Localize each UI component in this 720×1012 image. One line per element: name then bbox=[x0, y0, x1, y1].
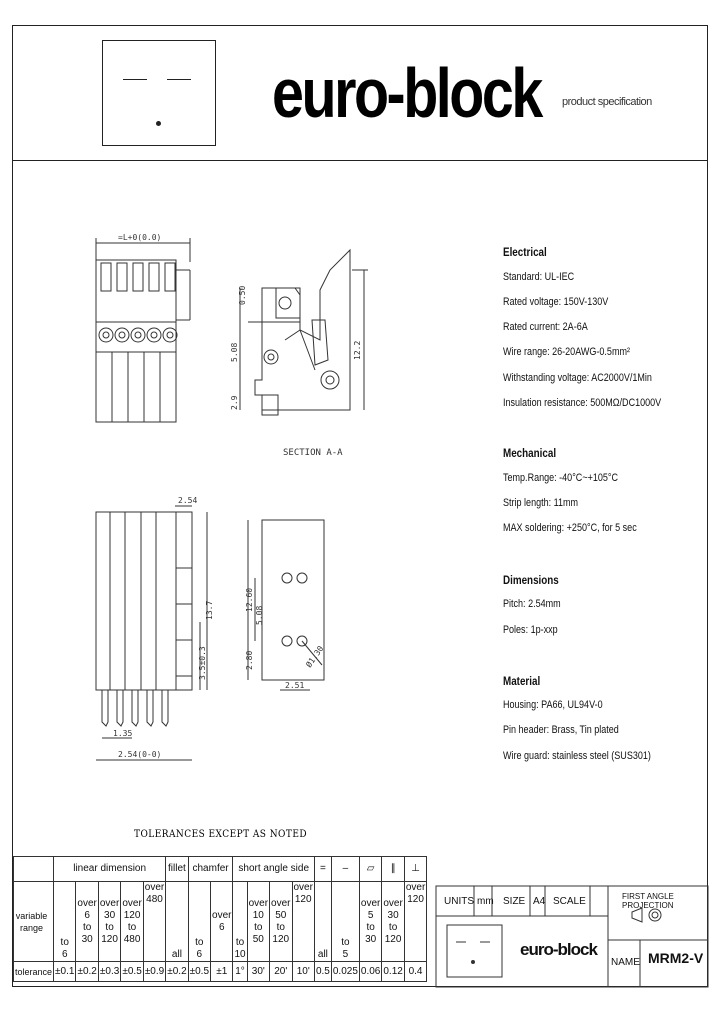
range-text: to bbox=[276, 921, 285, 933]
section-label: SECTION A-A bbox=[283, 448, 343, 458]
mechanical-title: Mechanical bbox=[503, 446, 557, 460]
dim-29: 2.9 bbox=[230, 395, 239, 410]
tol-value: 10' bbox=[292, 962, 314, 982]
tol-value: 0.025 bbox=[331, 962, 359, 982]
tol-row-label: tolerance bbox=[14, 962, 54, 982]
dim-122: 12.2 bbox=[353, 340, 362, 360]
range-text: over bbox=[122, 897, 142, 909]
front-view bbox=[96, 496, 214, 760]
tol-value: 0.06 bbox=[359, 962, 381, 982]
dim-1260: 12.60 bbox=[245, 587, 254, 612]
dim-35: 3.5±0.3 bbox=[198, 646, 207, 680]
range-text: over bbox=[383, 897, 403, 909]
range-text: 120 bbox=[101, 933, 118, 945]
tol-linear-header: linear dimension bbox=[54, 857, 166, 882]
spec-line: Standard: UL-IEC bbox=[503, 271, 575, 283]
brand-title: euro-block bbox=[272, 54, 541, 132]
tol-row-label: range bbox=[20, 922, 44, 933]
range-text: 30 bbox=[387, 909, 399, 921]
range-text: 6 bbox=[84, 909, 90, 921]
dim-280: 2.80 bbox=[245, 650, 254, 670]
range-text: to bbox=[82, 921, 92, 933]
range-text: 5 bbox=[342, 949, 349, 960]
spec-line: Withstanding voltage: AC2000V/1Min bbox=[503, 372, 652, 384]
dim-135: 1.35 bbox=[113, 729, 133, 738]
tol-value: 0.12 bbox=[382, 962, 404, 982]
tol-symbol: = bbox=[314, 857, 331, 882]
range-text: to bbox=[366, 921, 375, 933]
range-text: 30 bbox=[104, 909, 116, 921]
scale-label: SCALE bbox=[553, 896, 586, 907]
range-text: 5 bbox=[367, 909, 374, 921]
range-text: over bbox=[360, 897, 381, 909]
tol-value: ±0.9 bbox=[143, 962, 165, 982]
range-text: 120 bbox=[294, 894, 312, 905]
units-value: mm bbox=[477, 896, 494, 907]
electrical-title: Electrical bbox=[503, 245, 547, 259]
range-text: over bbox=[212, 909, 232, 921]
range-text: 50 bbox=[252, 933, 264, 945]
range-text: to bbox=[235, 937, 245, 948]
dim-251: 2.51 bbox=[285, 681, 305, 690]
tol-value: 20' bbox=[270, 962, 292, 982]
material-title: Material bbox=[503, 674, 541, 688]
range-text: 120 bbox=[123, 909, 141, 921]
tol-row-label: variable bbox=[15, 910, 48, 921]
dimensions-title: Dimensions bbox=[503, 573, 559, 587]
range-text: 30 bbox=[365, 933, 377, 945]
tol-value: ±0.5 bbox=[188, 962, 210, 982]
tol-value: 1° bbox=[233, 962, 247, 982]
tol-symbol: ⊥ bbox=[404, 857, 426, 882]
range-text: 30 bbox=[81, 933, 93, 945]
tol-value: 0.5 bbox=[314, 962, 331, 982]
range-text: to bbox=[127, 921, 137, 933]
name-label: NAME bbox=[611, 957, 640, 968]
top-view bbox=[96, 233, 190, 422]
range-text: over bbox=[248, 897, 269, 909]
range-text: 120 bbox=[407, 894, 424, 905]
tol-value: ±0.1 bbox=[54, 962, 76, 982]
dim-050: 0.50 bbox=[238, 285, 247, 305]
tolerance-table bbox=[13, 856, 427, 982]
range-text: 480 bbox=[146, 894, 163, 905]
document-subtitle: product specification bbox=[562, 96, 652, 108]
dim-508b: 5.08 bbox=[255, 605, 264, 625]
range-text: to bbox=[105, 921, 114, 933]
tol-symbol: ▱ bbox=[359, 857, 381, 882]
spec-line: Housing: PA66, UL94V-0 bbox=[503, 699, 603, 711]
tol-value: ±0.2 bbox=[166, 962, 188, 982]
range-text: over bbox=[405, 882, 426, 893]
units-label: UNITS bbox=[444, 896, 474, 907]
tol-fillet-header: fillet bbox=[166, 857, 188, 882]
title-block-brand: euro-block bbox=[520, 940, 597, 959]
dim-bottom: 2.54(0-0) bbox=[118, 750, 162, 759]
dim-137: 13.7 bbox=[205, 600, 214, 620]
tol-value: ±0.5 bbox=[121, 962, 143, 982]
range-text: 50 bbox=[275, 909, 287, 921]
part-name: MRM2-V bbox=[648, 950, 704, 966]
tol-value: 30' bbox=[247, 962, 269, 982]
range-text: over bbox=[99, 897, 120, 909]
range-text: 6 bbox=[218, 921, 225, 933]
range-text: over bbox=[77, 897, 97, 909]
pcb-layout bbox=[245, 520, 326, 690]
size-value: A4 bbox=[533, 896, 546, 907]
range-text: all bbox=[314, 882, 331, 962]
range-text: 10 bbox=[252, 909, 264, 921]
range-text: 120 bbox=[384, 933, 402, 945]
section-view bbox=[230, 250, 368, 458]
range-text: to bbox=[60, 937, 69, 948]
tol-symbol: ∥ bbox=[382, 857, 404, 882]
range-text: 6 bbox=[61, 949, 68, 960]
spec-line: MAX soldering: +250°C, for 5 sec bbox=[503, 522, 637, 534]
range-text: all bbox=[166, 882, 188, 962]
tolerance-title: TOLERANCES EXCEPT AS NOTED bbox=[134, 829, 308, 840]
spec-line: Wire guard: stainless steel (SUS301) bbox=[503, 750, 651, 762]
spec-line: Poles: 1p-xxp bbox=[503, 624, 558, 636]
spec-line: Insulation resistance: 500MΩ/DC1000V bbox=[503, 397, 662, 409]
range-text: 10 bbox=[234, 949, 246, 960]
tol-value: 0.4 bbox=[404, 962, 426, 982]
range-text: over bbox=[271, 897, 291, 909]
range-text: to bbox=[341, 937, 350, 948]
spec-line: Pitch: 2.54mm bbox=[503, 598, 561, 610]
range-text: 6 bbox=[196, 949, 203, 960]
tol-value: ±0.3 bbox=[98, 962, 120, 982]
spec-line: Rated current: 2A-6A bbox=[503, 321, 588, 333]
size-label: SIZE bbox=[503, 896, 526, 907]
tol-value: ±1 bbox=[211, 962, 233, 982]
dim-254: 2.54 bbox=[178, 496, 198, 505]
range-text: to bbox=[388, 921, 398, 933]
range-text: to bbox=[254, 921, 263, 933]
spec-line: Pin header: Brass, Tin plated bbox=[503, 724, 619, 736]
range-text: to bbox=[195, 937, 204, 948]
dim-hole: Ø1.30 bbox=[304, 644, 326, 670]
spec-line: Strip length: 11mm bbox=[503, 497, 579, 509]
range-text: 480 bbox=[123, 933, 141, 945]
projection-label: FIRST ANGLE PROJECTION bbox=[622, 892, 674, 910]
tol-symbol: – bbox=[331, 857, 359, 882]
tol-chamfer-header: chamfer bbox=[188, 857, 233, 882]
range-text: 120 bbox=[272, 933, 290, 945]
dim-top-width: =L+0(0.0) bbox=[118, 233, 162, 242]
tol-angle-header: short angle side bbox=[233, 857, 314, 882]
spec-line: Wire range: 26-20AWG-0.5mm² bbox=[503, 346, 630, 358]
tol-value: ±0.2 bbox=[76, 962, 98, 982]
range-text: over bbox=[293, 882, 313, 893]
dim-508: 5.08 bbox=[230, 342, 239, 362]
range-text: over bbox=[144, 882, 165, 893]
spec-line: Rated voltage: 150V-130V bbox=[503, 296, 609, 308]
spec-line: Temp.Range: -40°C~+105°C bbox=[503, 472, 619, 484]
